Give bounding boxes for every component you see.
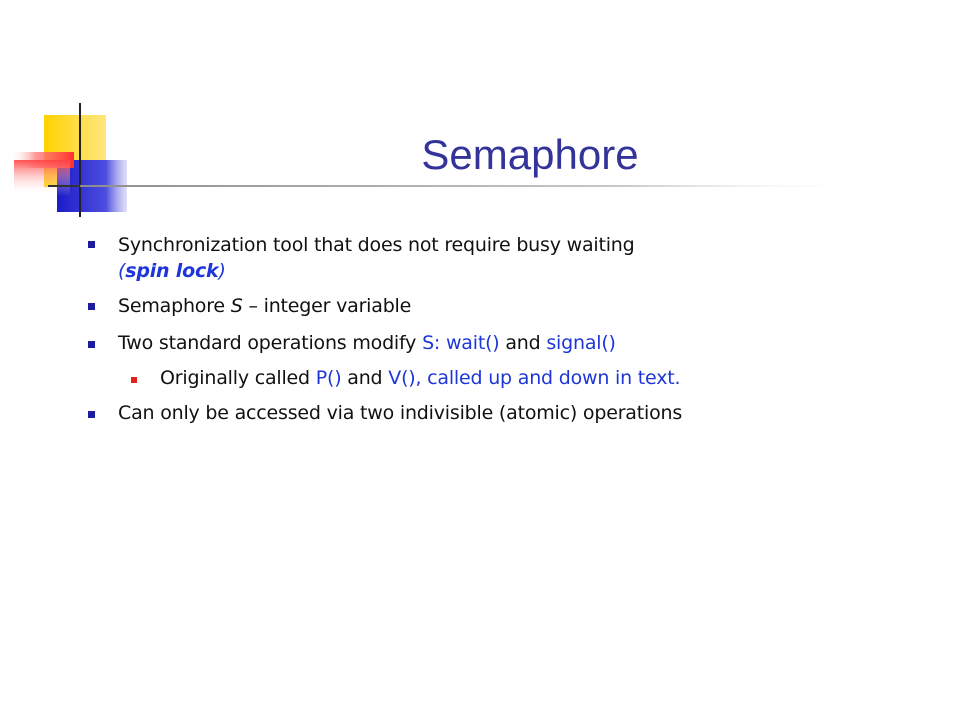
sub-bullet-marker (131, 377, 137, 383)
bullet-marker (88, 241, 95, 248)
bullet-text-continuation: (spin lock) (118, 260, 226, 282)
semaphore-variable: S (230, 295, 243, 317)
deco-horizontal-line (48, 185, 868, 187)
bullet-text: Can only be accessed via two indivisible (atomic) operations (118, 402, 683, 424)
bullet-text: Semaphore S – integer variable (118, 295, 412, 317)
bullet-marker (88, 411, 95, 418)
slide-title: Semaphore (421, 131, 639, 178)
sub-bullet-text: Originally called P() and V(), called up and down in text. (160, 367, 681, 389)
bullet-text: Synchronization tool that does not require busy waiting (118, 234, 635, 256)
spin-lock-term: spin lock (125, 260, 219, 282)
wait-operation: S: wait() (422, 332, 500, 354)
bullet-text: Two standard operations modify S: wait() and signal() (118, 332, 616, 354)
bullet-marker (88, 341, 95, 348)
deco-red-fade (14, 160, 70, 196)
p-operation: P() (315, 367, 342, 389)
deco-vertical-line (79, 103, 81, 217)
signal-operation: signal() (546, 332, 616, 354)
v-operation: V(), called up and down in text. (388, 367, 681, 389)
bullet-marker (88, 303, 95, 310)
